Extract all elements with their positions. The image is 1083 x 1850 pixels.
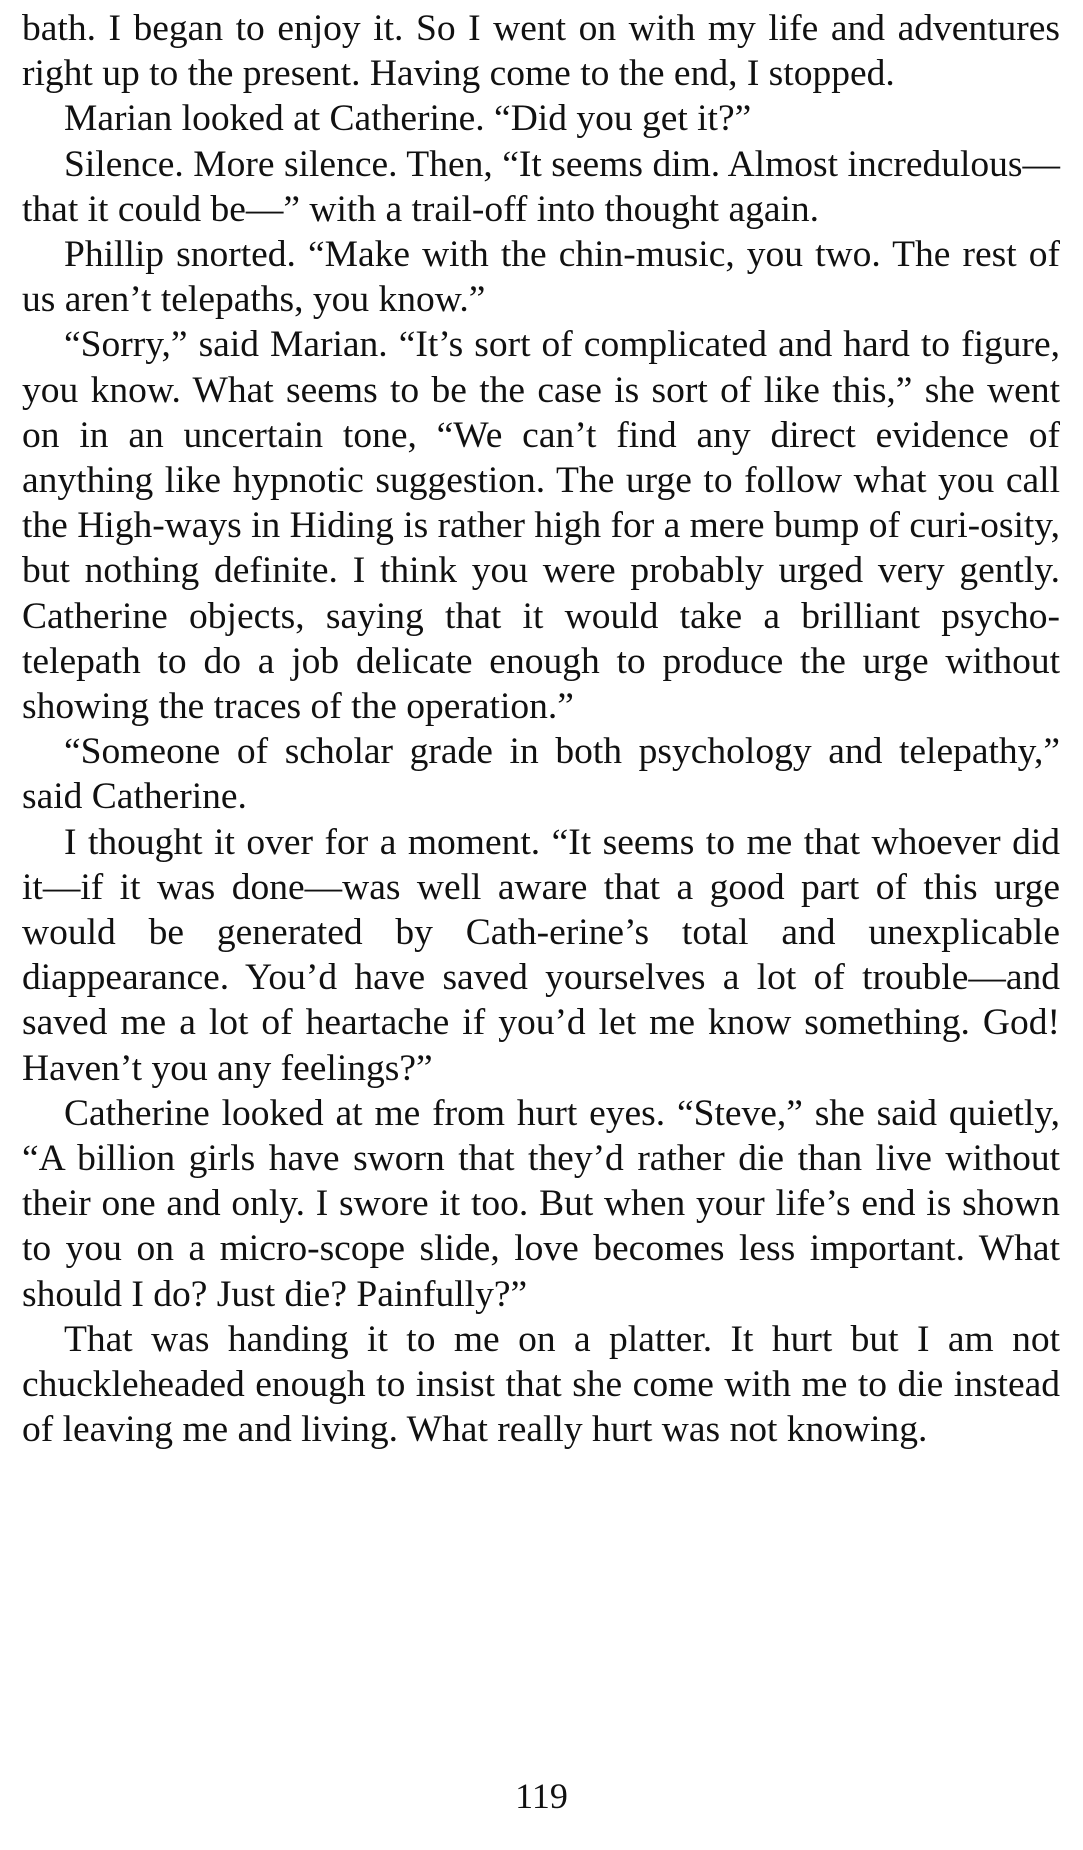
paragraph-7: I thought it over for a moment. “It seems to me that whoever did it—if it was done—was well aware that a good part of this urge would be generated by Cath-erine’s total and unexplicable diappearance. You’d have saved yourselves a lot of trouble—and saved me a lot of heartache if you’d let me know something. God! Haven’t you any feelings?” — [22, 821, 1060, 1089]
paragraph-4: Phillip snorted. “Make with the chin-music, you two. The rest of us aren’t telepaths, you know.” — [22, 234, 1060, 321]
book-page-text — [22, 6, 1060, 1453]
paragraph-3: Silence. More silence. Then, “It seems dim. Almost incredulous—that it could be—” with a trail-off into thought again. — [22, 143, 1060, 230]
paragraph-1: bath. I began to enjoy it. So I went on with my life and adventures right up to the present. Having come to the end, I stopped. — [22, 8, 1060, 95]
paragraph-2: Marian looked at Catherine. “Did you get it?” — [64, 98, 752, 140]
page-number: 119 — [515, 1776, 568, 1816]
paragraph-9: That was handing it to me on a platter. It hurt but I am not chuckleheaded enough to insist that she come with me to die instead of leaving me and living. What really hurt was not knowing. — [22, 1318, 1060, 1451]
paragraph-8: Catherine looked at me from hurt eyes. “Steve,” she said quietly, “A billion girls have sworn that they’d rather die than live without their one and only. I swore it too. But when your life’s end is shown to you on a micro-scope slide, love becomes less important. What should I do? Just die? Painfully?” — [22, 1092, 1060, 1315]
paragraph-6: “Someone of scholar grade in both psychology and telepathy,” said Catherine. — [22, 731, 1060, 818]
paragraph-5: “Sorry,” said Marian. “It’s sort of complicated and hard to figure, you know. What seems to be the case is sort of like this,” she went on in an uncertain tone, “We can’t find any direct evidence of anything like hypnotic suggestion. The urge to follow what you call the High-ways in Hiding is rather high for a mere bump of curi-osity, but nothing definite. I think you were probably urged very gently. Catherine objects, saying that it would take a brilliant psycho-telepath to do a job delicate enough to produce the urge without showing the traces of the operation.” — [22, 324, 1060, 728]
